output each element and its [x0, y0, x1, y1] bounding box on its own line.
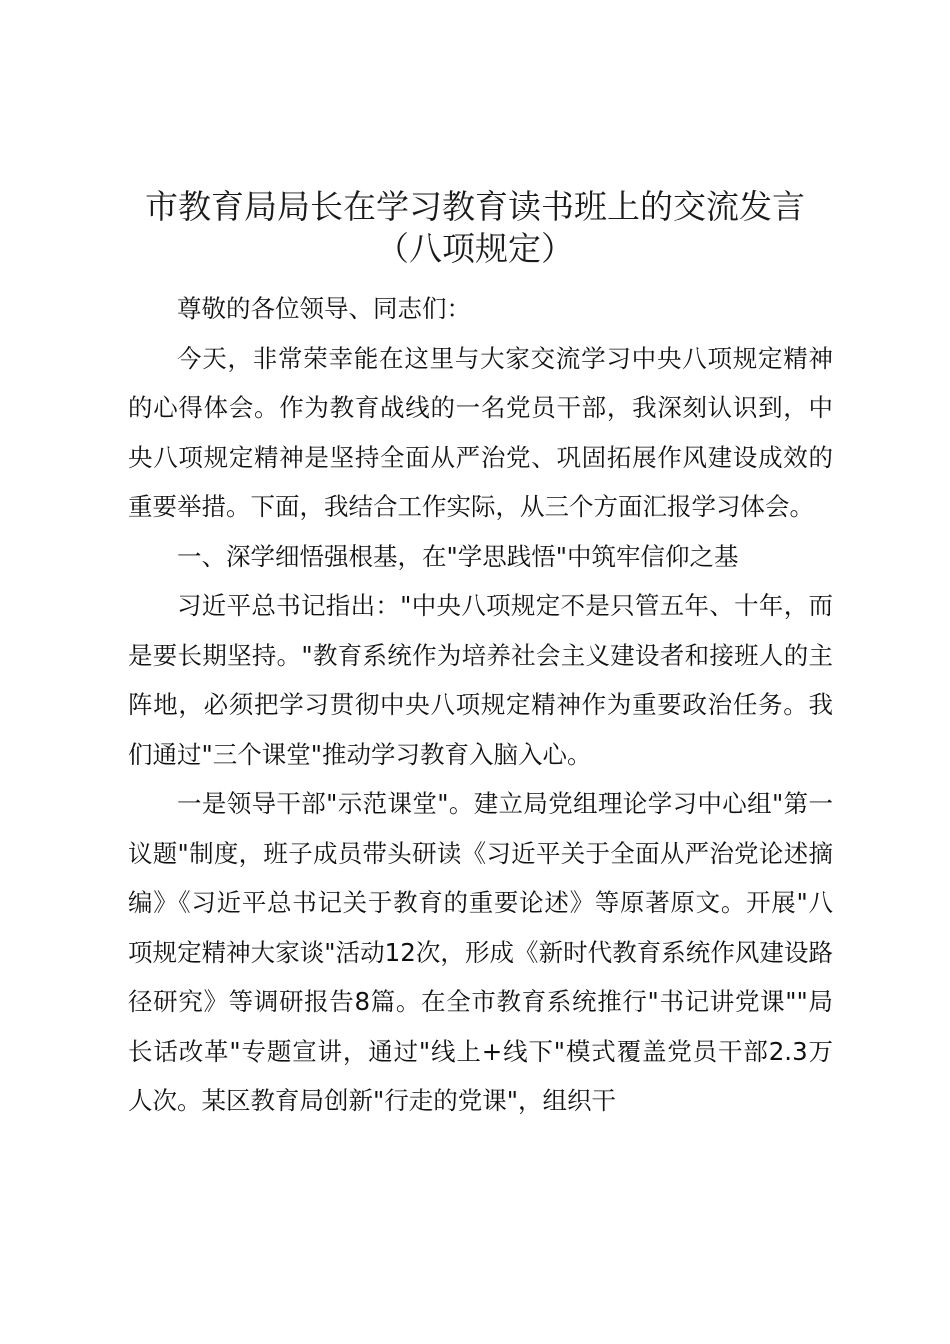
document-title: 市教育局局长在学习教育读书班上的交流发言	[145, 187, 805, 226]
document-subtitle: （八项规定）	[376, 229, 574, 268]
salutation: 尊敬的各位领导、同志们：	[177, 294, 471, 323]
body-paragraph: 习近平总书记指出："中央八项规定不是只管五年、十年，而是要长期坚持。"教育系统作为培养社会主义建设者和接班人的主阵地，必须把学习贯彻中央八项规定精神作为重要政治任务。我们通过"三个课堂"推动学习教育入脑入心。	[128, 591, 833, 769]
section-heading-1: 一、深学细悟强根基，在"学思践悟"中筑牢信仰之基	[177, 541, 739, 571]
intro-paragraph: 今天，非常荣幸能在这里与大家交流学习中央八项规定精神的心得体会。作为教育战线的一名党员干部，我深刻认识到，中央八项规定精神是坚持全面从严治党、巩固拓展作风建设成效的重要举措。下面，我结合工作实际，从三个方面汇报学习体会。	[128, 343, 833, 521]
body-paragraph: 一是领导干部"示范课堂"。建立局党组理论学习中心组"第一议题"制度，班子成员带头研读《习近平关于全面从严治党论述摘编》《习近平总书记关于教育的重要论述》等原著原文。开展"八项规定精神大家谈"活动12次，形成《新时代教育系统作风建设路径研究》等调研报告8篇。在全市教育系统推行"书记讲党课""局长话改革"专题宣讲，通过"线上+线下"模式覆盖党员干部2.3万人次。某区教育局创新"行走的党课"，组织干	[128, 789, 833, 1115]
document-body	[128, 284, 833, 1126]
